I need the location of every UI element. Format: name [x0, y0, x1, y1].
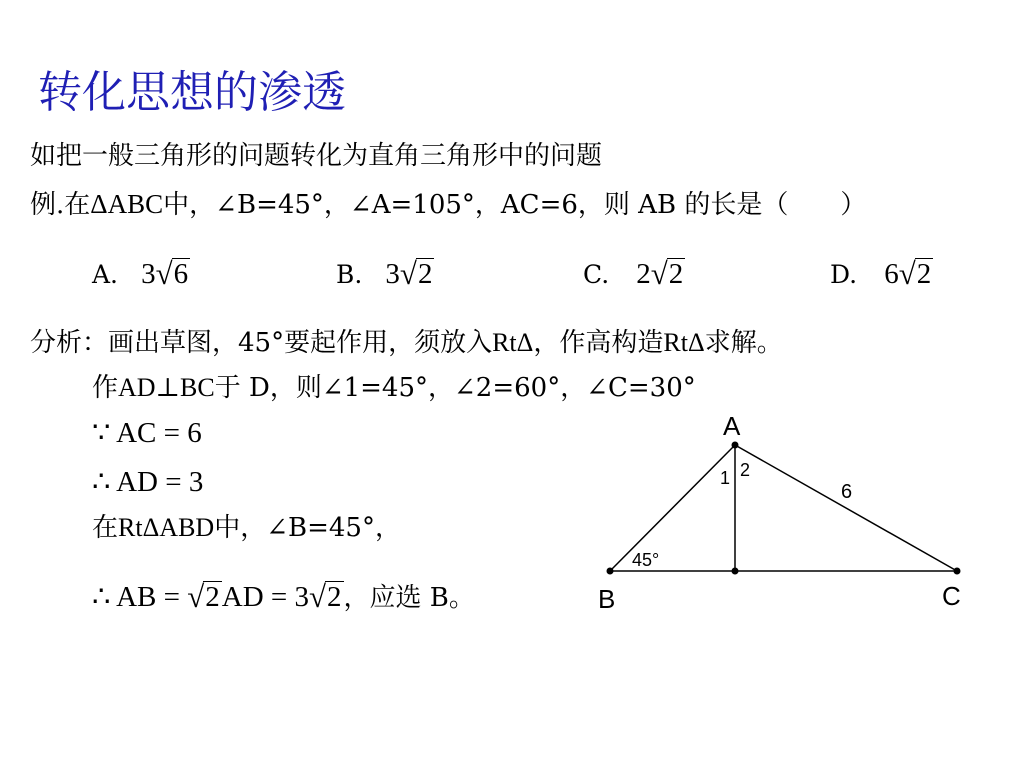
option-c-letter: C.	[583, 260, 610, 289]
point-b	[607, 568, 614, 575]
option-d	[830, 255, 933, 291]
angle-2-label: 2	[740, 460, 751, 480]
perpendicular-statement: AD⊥BC	[118, 373, 215, 402]
analysis-line2-text-a: 作	[92, 373, 119, 403]
angle-1-label: 1	[720, 468, 731, 488]
option-d-letter: D.	[830, 260, 858, 289]
option-d-radicand: 2	[916, 258, 932, 290]
vertex-a-label: A	[723, 411, 741, 441]
point-a	[732, 442, 739, 449]
rt-triangle-label-1: RtΔ	[492, 328, 534, 357]
option-b-radicand: 2	[417, 258, 433, 290]
option-b	[336, 255, 434, 291]
option-a-radical: √6	[155, 256, 189, 291]
option-a-coef: 3	[141, 258, 156, 290]
analysis-text-a: 分析：画出草图，45°要起作用，须放入	[30, 328, 493, 358]
step3-text-a: 在	[92, 513, 119, 543]
final-text-c: ，应选 B。	[343, 583, 475, 613]
final-step	[92, 578, 475, 614]
point-c	[954, 568, 961, 575]
option-c-coef: 2	[636, 258, 651, 290]
final-text-a: ∴ AB =	[92, 581, 188, 613]
analysis-line2-text-b: 于 D，则∠1=45°，∠2=60°，∠C=30°	[214, 373, 696, 403]
final-radical-2: √2	[309, 579, 342, 614]
rt-triangle-abd: RtΔABD	[118, 513, 215, 542]
final-text-b: AD = 3	[221, 581, 310, 613]
side-ac	[735, 445, 957, 571]
example-text-a: 在	[64, 190, 91, 220]
intro-text: 如把一般三角形的问题转化为直角三角形中的问题	[30, 141, 603, 171]
option-a-letter: A.	[92, 260, 119, 289]
option-c-radical: √2	[650, 256, 684, 291]
vertex-c-label: C	[942, 581, 961, 611]
example-question	[30, 188, 866, 221]
example-text-b: 中，∠B=45°，∠A=105°，AC=6，则 AB 的长是（ ）	[163, 190, 867, 220]
analysis-line-1	[30, 327, 783, 359]
side-ab	[610, 445, 735, 571]
option-a	[92, 255, 190, 291]
option-b-radical: √2	[399, 256, 433, 291]
analysis-line-2	[92, 372, 696, 404]
step-ad: ∴ AD = 3	[92, 466, 204, 498]
vertex-b-label: B	[598, 584, 616, 614]
analysis-text-b: ，作高构造	[533, 328, 664, 358]
step-ac: ∵ AC = 6	[92, 417, 202, 449]
rt-triangle-label-2: RtΔ	[663, 328, 705, 357]
final-radicand-1: 2	[205, 581, 220, 613]
side-ac-length: 6	[841, 481, 853, 503]
option-c	[583, 255, 685, 291]
option-c-radicand: 2	[668, 258, 684, 290]
option-b-coef: 3	[385, 258, 400, 290]
triangle-diagram	[590, 405, 980, 620]
option-a-radicand: 6	[173, 258, 189, 290]
analysis-text-c: 求解。	[704, 328, 783, 358]
point-d	[732, 568, 739, 575]
triangle-abc: ΔABC	[90, 189, 164, 219]
slide-title: 转化思想的渗透	[38, 67, 346, 118]
final-radical-1: √2	[187, 579, 220, 614]
option-b-letter: B.	[336, 260, 363, 289]
step3-text-b: 中，∠B=45°，	[214, 513, 401, 543]
example-prefix: 例.	[30, 190, 65, 220]
final-radicand-2: 2	[327, 581, 342, 613]
step-rt-abd	[92, 512, 401, 544]
option-d-coef: 6	[884, 258, 899, 290]
option-d-radical: √2	[898, 256, 932, 291]
angle-b-label: 45°	[632, 550, 660, 570]
